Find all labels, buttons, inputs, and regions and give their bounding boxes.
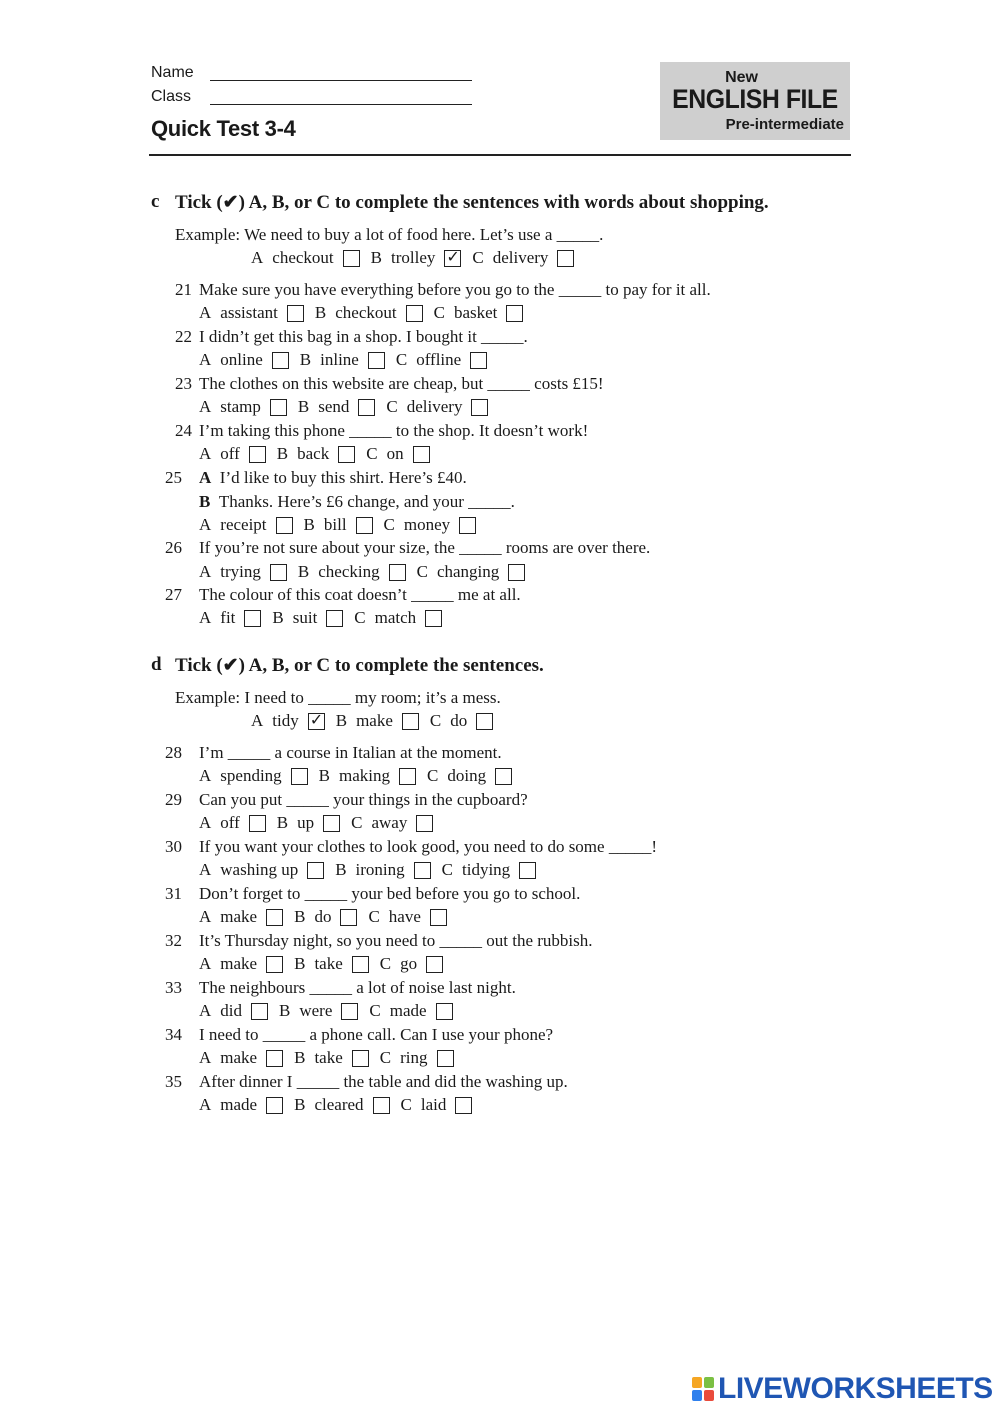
- answer-option[interactable]: [442, 860, 537, 880]
- header-divider: [149, 154, 851, 156]
- checkbox-checked[interactable]: [308, 713, 325, 730]
- option-word: doing: [447, 766, 487, 785]
- page-title: Quick Test 3-4: [151, 116, 296, 141]
- option-letter: A: [199, 397, 212, 416]
- option-letter: B: [294, 1048, 306, 1067]
- option-word: up: [297, 813, 315, 832]
- answer-checkbox[interactable]: [340, 909, 357, 926]
- logo-tile: [704, 1377, 714, 1388]
- option-letter: C: [379, 954, 392, 973]
- question-number: 22: [175, 327, 192, 346]
- answer-option[interactable]: [199, 1095, 283, 1115]
- answer-checkbox[interactable]: [426, 956, 443, 973]
- dialogue-line-b: [199, 492, 515, 512]
- answer-checkbox[interactable]: [557, 250, 574, 267]
- answer-checkbox[interactable]: [266, 909, 283, 926]
- option-letter: A: [199, 907, 212, 926]
- option-letter: A: [199, 1048, 212, 1067]
- answer-checkbox[interactable]: [506, 305, 523, 322]
- question-number: 25: [165, 468, 182, 487]
- answer-option[interactable]: [434, 303, 524, 323]
- question-22-options: [199, 350, 498, 370]
- option-word: delivery: [406, 397, 463, 416]
- answer-checkbox[interactable]: [352, 956, 369, 973]
- option-word: off: [220, 444, 240, 463]
- option-word: make: [220, 954, 258, 973]
- option-word: fit: [220, 608, 236, 627]
- class-label: Class: [151, 88, 192, 105]
- option-letter: B: [272, 608, 284, 627]
- option-letter: C: [368, 907, 380, 926]
- option-word: trolley: [390, 248, 436, 267]
- answer-option[interactable]: [319, 766, 416, 786]
- answer-option[interactable]: [199, 954, 283, 974]
- liveworksheets-brand: [692, 1372, 993, 1406]
- question-number: 35: [165, 1072, 182, 1091]
- question-number: 28: [165, 743, 182, 762]
- option-letter: C: [366, 444, 378, 463]
- speaker-label: B: [199, 492, 211, 511]
- question-number: 21: [175, 280, 192, 299]
- question-number: 34: [165, 1025, 182, 1044]
- answer-option[interactable]: [336, 711, 419, 731]
- option-word: take: [314, 954, 343, 973]
- answer-option[interactable]: [199, 397, 287, 417]
- question-35-options: [199, 1095, 483, 1115]
- question-34-options: [199, 1048, 465, 1068]
- question-text: The clothes on this website are cheap, but _____ costs £15!: [199, 374, 604, 393]
- logo-level: Pre-intermediate: [725, 116, 844, 133]
- answer-checkbox[interactable]: [244, 610, 261, 627]
- answer-checkbox[interactable]: [437, 1050, 454, 1067]
- option-letter: C: [472, 248, 484, 267]
- question-text: I didn’t get this bag in a shop. I bought it _____.: [199, 327, 528, 346]
- answer-option[interactable]: [294, 1048, 369, 1068]
- option-word: do: [314, 907, 332, 926]
- answer-checkbox[interactable]: [402, 713, 419, 730]
- answer-option[interactable]: [417, 562, 526, 582]
- option-word: cleared: [314, 1095, 364, 1114]
- answer-checkbox[interactable]: [326, 610, 343, 627]
- answer-option[interactable]: [354, 608, 442, 628]
- question-number: 24: [175, 421, 192, 440]
- option-word: match: [374, 608, 417, 627]
- answer-option[interactable]: [199, 1048, 283, 1068]
- brand-name: LIVEWORKSHEETS: [718, 1372, 993, 1405]
- question-number: 32: [165, 931, 182, 950]
- question-text: It’s Thursday night, so you need to _____ out the rubbish.: [199, 931, 593, 950]
- answer-checkbox[interactable]: [413, 446, 430, 463]
- answer-option[interactable]: [277, 444, 355, 464]
- dialogue-text: I’d like to buy this shirt. Here’s £40.: [219, 468, 467, 487]
- option-letter: A: [251, 248, 264, 267]
- question-text: I’m taking this phone _____ to the shop. It doesn’t work!: [199, 421, 589, 440]
- option-word: ring: [400, 1048, 428, 1067]
- option-letter: C: [427, 766, 439, 785]
- answer-checkbox[interactable]: [249, 446, 266, 463]
- question-text: Make sure you have everything before you go to the _____ to pay for it all.: [199, 280, 711, 299]
- option-word: making: [339, 766, 391, 785]
- answer-option[interactable]: [199, 766, 308, 786]
- answer-option[interactable]: [304, 515, 373, 535]
- option-letter: C: [354, 608, 366, 627]
- option-word: assistant: [220, 303, 278, 322]
- option-word: did: [220, 1001, 243, 1020]
- answer-option[interactable]: [472, 248, 574, 268]
- option-letter: A: [199, 515, 212, 534]
- option-word: money: [403, 515, 451, 534]
- option-word: go: [400, 954, 418, 973]
- answer-option[interactable]: [199, 608, 261, 628]
- answer-checkbox[interactable]: [307, 862, 324, 879]
- option-word: spending: [220, 766, 282, 785]
- answer-option[interactable]: [380, 954, 443, 974]
- option-letter: A: [199, 1001, 212, 1020]
- logo-tile: [692, 1390, 702, 1401]
- answer-checkbox[interactable]: [356, 517, 373, 534]
- answer-option[interactable]: [351, 813, 433, 833]
- option-letter: A: [251, 711, 264, 730]
- answer-option[interactable]: [199, 303, 304, 323]
- answer-option[interactable]: [401, 1095, 473, 1115]
- answer-checkbox[interactable]: [358, 399, 375, 416]
- answer-option[interactable]: [298, 397, 376, 417]
- option-word: inline: [320, 350, 359, 369]
- answer-checkbox[interactable]: [266, 956, 283, 973]
- answer-option[interactable]: [251, 711, 325, 731]
- option-word: made: [220, 1095, 258, 1114]
- option-word: were: [299, 1001, 333, 1020]
- option-letter: C: [386, 397, 398, 416]
- option-letter: B: [276, 444, 289, 463]
- option-letter: B: [279, 1001, 291, 1020]
- class-field[interactable]: [210, 104, 472, 105]
- dialogue-text: Thanks. Here’s £6 change, and your _____.: [218, 492, 515, 511]
- answer-checkbox[interactable]: [436, 1003, 453, 1020]
- option-word: bill: [323, 515, 347, 534]
- question-text: If you want your clothes to look good, you need to do some _____!: [199, 837, 657, 856]
- option-letter: C: [379, 1048, 392, 1067]
- question-23-options: [199, 397, 499, 417]
- liveworksheets-logo-icon: [692, 1377, 714, 1401]
- option-word: tidying: [462, 860, 511, 879]
- answer-option[interactable]: [279, 1001, 358, 1021]
- option-word: laid: [420, 1095, 447, 1114]
- option-word: send: [318, 397, 350, 416]
- answer-checkbox[interactable]: [459, 517, 476, 534]
- option-letter: C: [441, 860, 453, 879]
- answer-checkbox[interactable]: [399, 768, 416, 785]
- option-word: on: [386, 444, 404, 463]
- option-letter: B: [299, 350, 312, 369]
- answer-checkbox[interactable]: [476, 713, 493, 730]
- english-file-logo: [660, 62, 850, 140]
- option-letter: B: [294, 907, 306, 926]
- question-text: If you’re not sure about your size, the _____ rooms are over there.: [199, 538, 651, 557]
- option-word: have: [388, 907, 421, 926]
- section-letter: d: [151, 654, 162, 675]
- option-word: make: [220, 907, 258, 926]
- answer-checkbox[interactable]: [373, 1097, 390, 1114]
- option-letter: B: [314, 303, 327, 322]
- option-letter: C: [395, 350, 408, 369]
- option-word: online: [220, 350, 263, 369]
- option-letter: A: [199, 444, 212, 463]
- option-word: checking: [318, 562, 380, 581]
- option-letter: B: [335, 860, 347, 879]
- answer-option[interactable]: [294, 907, 357, 927]
- option-word: make: [220, 1048, 258, 1067]
- option-word: away: [371, 813, 408, 832]
- question-28-options: [199, 766, 523, 786]
- question-number: 33: [165, 978, 182, 997]
- answer-checkbox[interactable]: [341, 1003, 358, 1020]
- answer-option[interactable]: [298, 562, 406, 582]
- option-word: back: [297, 444, 330, 463]
- option-letter: A: [199, 954, 212, 973]
- answer-option[interactable]: [335, 860, 430, 880]
- question-33-options: [199, 1001, 464, 1021]
- answer-option[interactable]: [199, 562, 287, 582]
- answer-option[interactable]: [380, 1048, 454, 1068]
- question-32-options: [199, 954, 454, 974]
- option-letter: B: [303, 515, 315, 534]
- question-number: 26: [165, 538, 182, 557]
- answer-checkbox[interactable]: [425, 610, 442, 627]
- logo-tile: [704, 1390, 714, 1401]
- option-letter: C: [433, 303, 445, 322]
- answer-checkbox[interactable]: [266, 1097, 283, 1114]
- answer-checkbox[interactable]: [249, 815, 266, 832]
- option-word: changing: [436, 562, 500, 581]
- answer-checkbox[interactable]: [406, 305, 423, 322]
- question-30-options: [199, 860, 547, 880]
- example-options: [251, 711, 504, 731]
- name-field[interactable]: [210, 80, 472, 81]
- answer-option[interactable]: [384, 515, 477, 535]
- option-letter: A: [199, 350, 212, 369]
- question-text: I’m _____ a course in Italian at the moment.: [199, 743, 502, 762]
- answer-option[interactable]: [199, 515, 293, 535]
- option-letter: C: [429, 711, 442, 730]
- option-word: stamp: [220, 397, 261, 416]
- option-letter: B: [297, 562, 310, 581]
- answer-option[interactable]: [300, 350, 385, 370]
- section-instruction: Tick (✔) A, B, or C to complete the sentences.: [175, 655, 544, 676]
- question-24-options: [199, 444, 441, 464]
- option-letter: A: [199, 608, 212, 627]
- option-letter: C: [351, 813, 363, 832]
- option-word: off: [220, 813, 240, 832]
- option-letter: C: [400, 1095, 412, 1114]
- answer-checkbox[interactable]: [471, 399, 488, 416]
- question-text: I need to _____ a phone call. Can I use your phone?: [199, 1025, 554, 1044]
- answer-option[interactable]: [199, 1001, 268, 1021]
- answer-option[interactable]: [386, 397, 488, 417]
- option-letter: B: [318, 766, 331, 785]
- option-letter: B: [276, 813, 289, 832]
- question-text: After dinner I _____ the table and did the washing up.: [199, 1072, 568, 1091]
- answer-checkbox[interactable]: [270, 564, 287, 581]
- option-letter: B: [370, 248, 382, 267]
- speaker-label: A: [199, 468, 212, 487]
- question-29-options: [199, 813, 444, 833]
- answer-checkbox[interactable]: [266, 1050, 283, 1067]
- answer-option[interactable]: [366, 444, 429, 464]
- question-26-options: [199, 562, 536, 582]
- checkbox-checked[interactable]: [444, 250, 461, 267]
- answer-option[interactable]: [199, 444, 266, 464]
- answer-checkbox[interactable]: [291, 768, 308, 785]
- option-letter: A: [199, 766, 212, 785]
- answer-option[interactable]: [430, 711, 493, 731]
- option-word: made: [389, 1001, 427, 1020]
- option-letter: A: [199, 813, 212, 832]
- logo-new: New: [725, 69, 758, 86]
- answer-checkbox[interactable]: [338, 446, 355, 463]
- option-letter: B: [335, 711, 348, 730]
- name-label: Name: [151, 64, 194, 81]
- option-word: delivery: [492, 248, 549, 267]
- answer-checkbox[interactable]: [352, 1050, 369, 1067]
- answer-option[interactable]: [315, 303, 423, 323]
- dialogue-line-a: [199, 468, 467, 488]
- question-25-options: [199, 515, 487, 535]
- answer-option[interactable]: [251, 248, 360, 268]
- option-letter: A: [199, 860, 212, 879]
- answer-option[interactable]: [199, 860, 324, 880]
- question-21-options: [199, 303, 534, 323]
- answer-option[interactable]: [427, 766, 512, 786]
- option-word: offline: [416, 350, 462, 369]
- question-text: Example: I need to _____ my room; it’s a mess.: [175, 688, 501, 707]
- answer-checkbox[interactable]: [270, 399, 287, 416]
- question-number: 23: [175, 374, 192, 393]
- question-number: 27: [165, 585, 182, 604]
- question-number: 31: [165, 884, 182, 903]
- answer-checkbox[interactable]: [389, 564, 406, 581]
- option-letter: B: [294, 954, 306, 973]
- option-word: take: [314, 1048, 343, 1067]
- answer-checkbox[interactable]: [519, 862, 536, 879]
- answer-checkbox[interactable]: [416, 815, 433, 832]
- section-instruction: Tick (✔) A, B, or C to complete the sentences with words about shopping.: [175, 192, 769, 213]
- answer-option[interactable]: [272, 608, 343, 628]
- option-letter: B: [294, 1095, 306, 1114]
- option-word: trying: [220, 562, 261, 581]
- answer-checkbox[interactable]: [276, 517, 293, 534]
- answer-option[interactable]: [294, 1095, 389, 1115]
- answer-option[interactable]: [371, 248, 462, 268]
- question-text: The colour of this coat doesn’t _____ me at all.: [199, 585, 521, 604]
- answer-option[interactable]: [199, 350, 289, 370]
- answer-option[interactable]: [277, 813, 340, 833]
- option-letter: C: [369, 1001, 381, 1020]
- answer-checkbox[interactable]: [414, 862, 431, 879]
- question-text: The neighbours _____ a lot of noise last night.: [199, 978, 516, 997]
- answer-option[interactable]: [368, 907, 446, 927]
- option-letter: C: [416, 562, 428, 581]
- option-word: washing up: [220, 860, 299, 879]
- answer-checkbox[interactable]: [470, 352, 487, 369]
- option-letter: A: [199, 303, 212, 322]
- option-letter: A: [199, 1095, 212, 1114]
- question-number: 30: [165, 837, 182, 856]
- section-letter: c: [151, 191, 160, 212]
- question-31-options: [199, 907, 458, 927]
- option-letter: A: [199, 562, 212, 581]
- option-word: receipt: [220, 515, 267, 534]
- answer-option[interactable]: [199, 813, 266, 833]
- logo-tile: [692, 1377, 702, 1388]
- answer-option[interactable]: [199, 907, 283, 927]
- answer-checkbox[interactable]: [455, 1097, 472, 1114]
- question-27-options: [199, 608, 453, 628]
- option-word: checkout: [335, 303, 397, 322]
- question-text: Don’t forget to _____ your bed before you go to school.: [199, 884, 581, 903]
- option-word: tidy: [272, 711, 299, 730]
- answer-checkbox[interactable]: [272, 352, 289, 369]
- option-word: checkout: [272, 248, 334, 267]
- question-text: Example: We need to buy a lot of food here. Let’s use a _____.: [175, 225, 604, 244]
- option-word: ironing: [355, 860, 405, 879]
- answer-checkbox[interactable]: [287, 305, 304, 322]
- option-word: basket: [453, 303, 498, 322]
- question-number: 29: [165, 790, 182, 809]
- answer-checkbox[interactable]: [368, 352, 385, 369]
- answer-checkbox[interactable]: [323, 815, 340, 832]
- option-letter: C: [383, 515, 395, 534]
- answer-option[interactable]: [294, 954, 369, 974]
- question-text: Can you put _____ your things in the cupboard?: [199, 790, 528, 809]
- answer-option[interactable]: [369, 1001, 452, 1021]
- answer-checkbox[interactable]: [251, 1003, 268, 1020]
- option-word: make: [356, 711, 393, 730]
- option-letter: B: [297, 397, 310, 416]
- option-word: suit: [292, 608, 318, 627]
- answer-checkbox[interactable]: [508, 564, 525, 581]
- answer-option[interactable]: [396, 350, 487, 370]
- answer-checkbox[interactable]: [430, 909, 447, 926]
- logo-english-file: ENGLISH FILE: [672, 84, 838, 114]
- option-word: do: [450, 711, 468, 730]
- answer-checkbox[interactable]: [343, 250, 360, 267]
- example-options: [251, 248, 585, 268]
- answer-checkbox[interactable]: [495, 768, 512, 785]
